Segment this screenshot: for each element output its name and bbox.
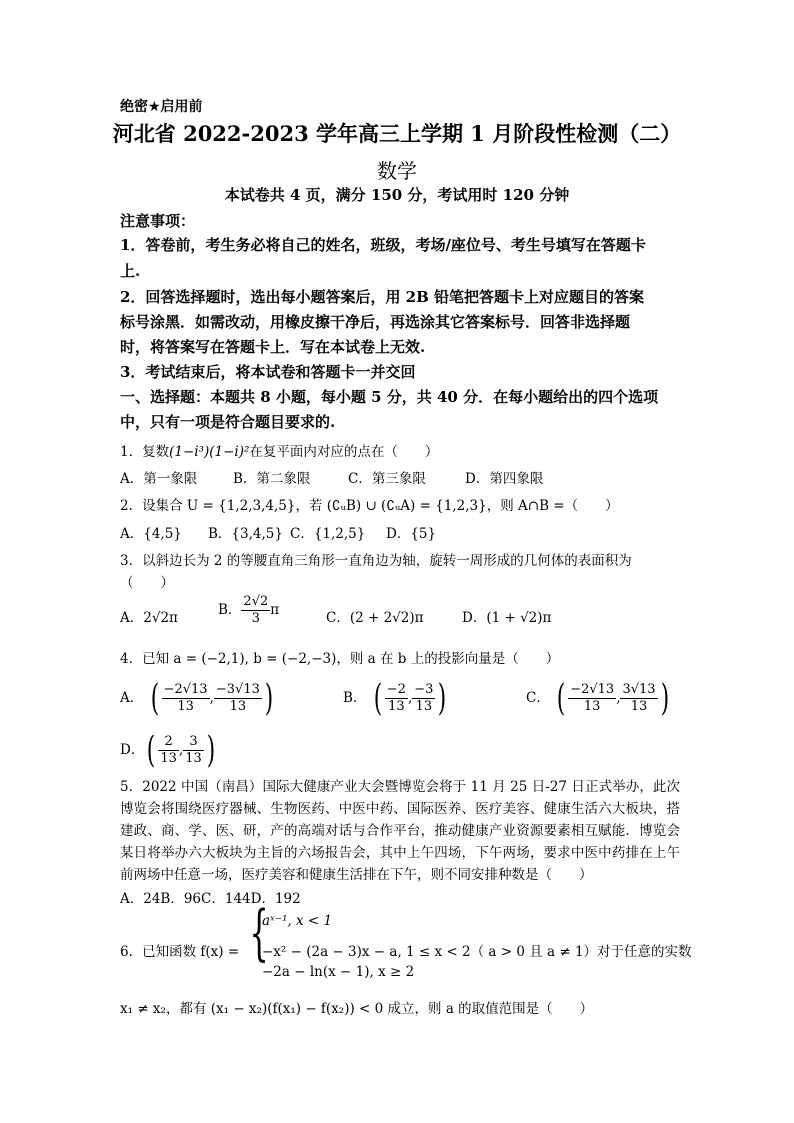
note-1-line2: 上. <box>120 262 141 280</box>
question-1-stem <box>120 440 438 460</box>
q2-option-a: A．{4,5} <box>120 526 182 542</box>
q4-d-frac2 <box>183 734 204 767</box>
q1-option-a: A．第一象限 <box>120 471 198 487</box>
subject-title: 数学 <box>377 159 417 183</box>
q1-prefix: 1．复数 <box>120 444 170 460</box>
question-3-line1: 3．以斜边长为 2 的等腰直角三角形一直角边为轴，旋转一周形成的几何体的表面积为 <box>120 553 632 569</box>
note-3: 3．考试结束后，将本试卷和答题卡一并交回 <box>120 363 416 381</box>
q4-a-d1: 13 <box>177 699 194 714</box>
q4-option-a: A． ( $\frac{-2√13}{13}$ , $\frac{-3√13}{13}$ ) <box>120 677 274 719</box>
q4-c-rparen: ) <box>660 677 669 719</box>
q6-case-2: −x² − (2a − 3)x − a, 1 ≤ x < 2（ a > 0 且 a ≠ 1）对于任意的实数 <box>262 944 692 960</box>
q5-options: A．24B．96C．144D．192 <box>120 891 301 907</box>
q4-d-n1: 2 <box>158 734 179 751</box>
q4-d-d2: 13 <box>185 751 202 766</box>
q6-brace: { <box>249 898 269 968</box>
q1-option-d: D．第四象限 <box>465 471 544 487</box>
q4-option-b: B． ( $\frac{-2}{13}$ , $\frac{-3}{13}$ ) <box>343 677 447 719</box>
question-6-line2: x₁ ≠ x₂，都有 (x₁ − x₂)(f(x₁) − f(x₂)) < 0 成立，则 a 的取值范围是（ ） <box>120 1001 594 1017</box>
question-5-stem: 5．2022 中国（南昌）国际大健康产业大会暨博览会将于 11 月 25 日-27 日正式举办，此次博览会将围绕医疗器械、生物医药、中医中药、国际医养、医疗美容、健康生活六大板块，搭建政、商、学、医、研，产的高端对话与合作平台，推动健康产业资源要素相互赋能．博览会某日将举办六大板块为主旨的六场报告会，其中上午四场，下午两场，要求中医中药排在上午前两场中任意一场，医疗美容和健康生活排在下午，则不同安排种数是（ ） <box>120 779 680 883</box>
question-6-prefix: 6．已知函数 f(x) = <box>120 944 240 960</box>
q4-c-n2: 3√13 <box>622 682 656 697</box>
q6-case-1: aˣ⁻¹, x < 1 <box>262 913 333 929</box>
q4-c-label: C． <box>526 690 550 706</box>
q4-b-d2: 13 <box>415 699 433 714</box>
q3-b-den: 3 <box>251 611 260 626</box>
q4-d-label: D． <box>120 742 145 758</box>
q4-d-frac1 <box>158 734 179 767</box>
q3-b-num: 2√2 <box>243 594 269 609</box>
q3-b-tail: π <box>270 602 280 618</box>
q4-option-c: C． ( $\frac{-2√13}{13}$ , $\frac{3√13}{13}$ ) <box>526 677 669 719</box>
section-1-line2: 中，只有一项是符合题目要求的. <box>120 413 336 431</box>
q4-d-rparen: ) <box>206 729 216 771</box>
q4-d-d1: 13 <box>160 751 177 766</box>
q4-b-n2: −3 <box>414 682 434 697</box>
q4-d-lparen: ( <box>147 729 156 771</box>
confidential-label: 绝密★启用前 <box>120 99 203 115</box>
q4-b-frac1 <box>385 682 408 715</box>
q4-b-label: B． <box>343 690 367 706</box>
q4-b-d1: 13 <box>388 699 405 714</box>
q4-a-frac1 <box>162 682 210 715</box>
q4-a-rparen: ) <box>264 677 274 719</box>
q4-a-frac2 <box>214 682 262 715</box>
q4-d-n2: 3 <box>183 734 204 751</box>
note-2-line3: 时，将答案写在答题卡上．写在本试卷上无效. <box>120 338 426 356</box>
q2-option-c: C．{1,2,5} <box>290 526 366 542</box>
q3-b-fraction <box>241 594 270 627</box>
q4-b-n1: −2 <box>386 682 406 697</box>
q1-option-c: C．第三象限 <box>348 471 426 487</box>
q4-c-lparen: ( <box>556 677 566 719</box>
q4-a-n1: −2√13 <box>163 682 208 697</box>
notes-heading: 注意事项： <box>120 212 196 230</box>
question-4-stem: 4．已知 a = (−2,1), b = (−2,−3)，则 a 在 b 上的投影向量是（ ） <box>120 651 560 667</box>
q4-c-frac2 <box>620 682 657 715</box>
q4-b-lparen: ( <box>373 677 382 719</box>
q3-option-a: A．2√2π <box>120 610 178 626</box>
q4-c-d1: 13 <box>583 699 601 714</box>
q6-case-3: −2a − ln(x − 1), x ≥ 2 <box>262 964 415 980</box>
q4-option-d: D．( $\frac{2}{13}$ , $\frac{3}{13}$ ) <box>120 729 216 771</box>
q4-b-rparen: ) <box>438 677 447 719</box>
q2-option-d: D．{5} <box>386 526 437 542</box>
section-1-line1: 一、选择题：本题共 8 小题，每小题 5 分，共 40 分．在每小题给出的四个选项 <box>120 388 659 406</box>
q1-expression: (1−i³)(1−i)² <box>169 444 250 460</box>
q3-option-c: C．(2 + 2√2)π <box>326 610 424 626</box>
q2-option-b: B．{3,4,5} <box>208 526 283 542</box>
q1-suffix: 在复平面内对应的点在（ ） <box>249 444 439 460</box>
question-2-stem: 2．设集合 U = {1,2,3,4,5}，若 (∁ᵤB) ∪ (∁ᵤA) = {1,2,3}，则 A∩B =（ ） <box>120 498 619 514</box>
q4-a-n2: −3√13 <box>215 682 260 697</box>
q4-a-label: A． <box>120 690 144 706</box>
note-2-line1: 2．回答选择题时，选出每小题答案后，用 2B 铅笔把答题卡上对应题目的答案 <box>120 288 644 306</box>
q4-b-frac2 <box>412 682 435 715</box>
q3-option-b <box>218 594 279 627</box>
exam-title: 河北省 2022-2023 学年高三上学期 1 月阶段性检测（二） <box>112 121 682 146</box>
q4-a-d2: 13 <box>229 699 247 714</box>
q3-b-label: B． <box>218 602 242 618</box>
exam-info: 本试卷共 4 页，满分 150 分，考试用时 120 分钟 <box>224 186 570 204</box>
q3-option-d: D．(1 + √2)π <box>462 610 552 626</box>
question-3-line2: （ ） <box>120 575 174 591</box>
q4-c-frac1 <box>568 682 616 715</box>
q4-c-d2: 13 <box>630 699 648 714</box>
q1-option-b: B．第二象限 <box>233 471 311 487</box>
note-1-line1: 1．答卷前，考生务必将自己的姓名，班级，考场/座位号、考生号填写在答题卡 <box>120 236 646 254</box>
q4-c-n1: −2√13 <box>570 682 615 697</box>
q4-a-lparen: ( <box>150 677 159 719</box>
note-2-line2: 标号涂黑．如需改动，用橡皮擦干净后，再选涂其它答案标号．回答非选择题 <box>120 313 631 331</box>
